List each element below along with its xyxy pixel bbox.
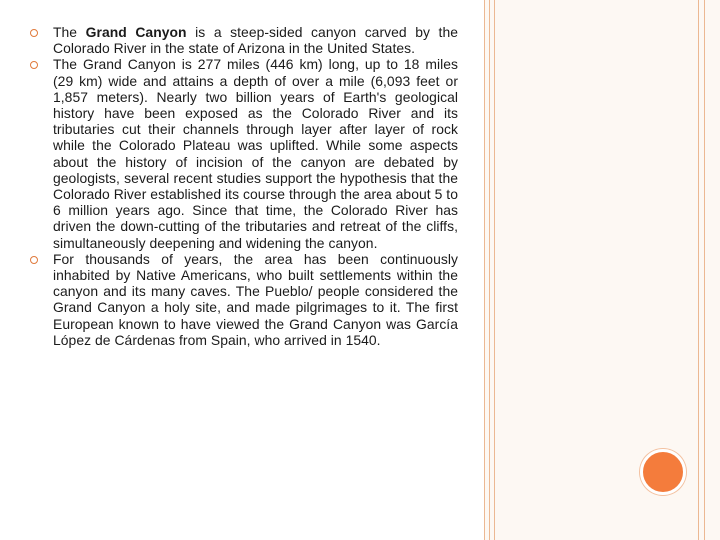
- decorative-line: [489, 0, 490, 540]
- circle-bullet-icon: [30, 29, 38, 37]
- bullet-text-bold: Grand Canyon: [85, 24, 187, 40]
- bullet-item: [30, 251, 458, 348]
- decorative-line: [704, 0, 705, 540]
- bullet-item: [30, 24, 458, 56]
- bullet-text-rest: is a steep-sided canyon carved by the Colorado River in the state of Arizona in the United States.: [53, 24, 459, 57]
- bullet-text: [53, 24, 458, 56]
- bullet-text-lead: The: [53, 24, 86, 40]
- bullet-text: The Grand Canyon is 277 miles (446 km) long, up to 18 miles (29 km) wide and attains a depth of over a mile (6,093 feet or 1,857 meters). Nearly two billion years of Earth's geological history have been exposed as the Colorado River and its tributaries cut their channels through layer after layer of rock while the Colorado Plateau was uplifted. While some aspects about the history of incision of the canyon are debated by geologists, several recent studies support the hypothesis that the Colorado River established its course through the area about 5 to 6 million years ago. Since that time, the Colorado River has driven the down-cutting of the tributaries and retreat of the cliffs, simultaneously deepening and widening the canyon.: [53, 56, 458, 251]
- bullet-text: For thousands of years, the area has been continuously inhabited by Native Americans, who built settlements within the canyon and its many caves. The Pueblo/ people considered the Grand Canyon a holy site, and made pilgrimages to it. The first European known to have viewed the Grand Canyon was García López de Cárdenas from Spain, who arrived in 1540.: [53, 250, 458, 348]
- decorative-side-panel: [484, 0, 720, 540]
- decorative-line: [698, 0, 699, 540]
- bullet-item: [30, 56, 458, 250]
- bullet-list: [30, 24, 458, 348]
- decorative-circle: [640, 449, 686, 495]
- circle-bullet-icon: [30, 61, 38, 69]
- decorative-line: [494, 0, 495, 540]
- decorative-line: [484, 0, 485, 540]
- circle-bullet-icon: [30, 256, 38, 264]
